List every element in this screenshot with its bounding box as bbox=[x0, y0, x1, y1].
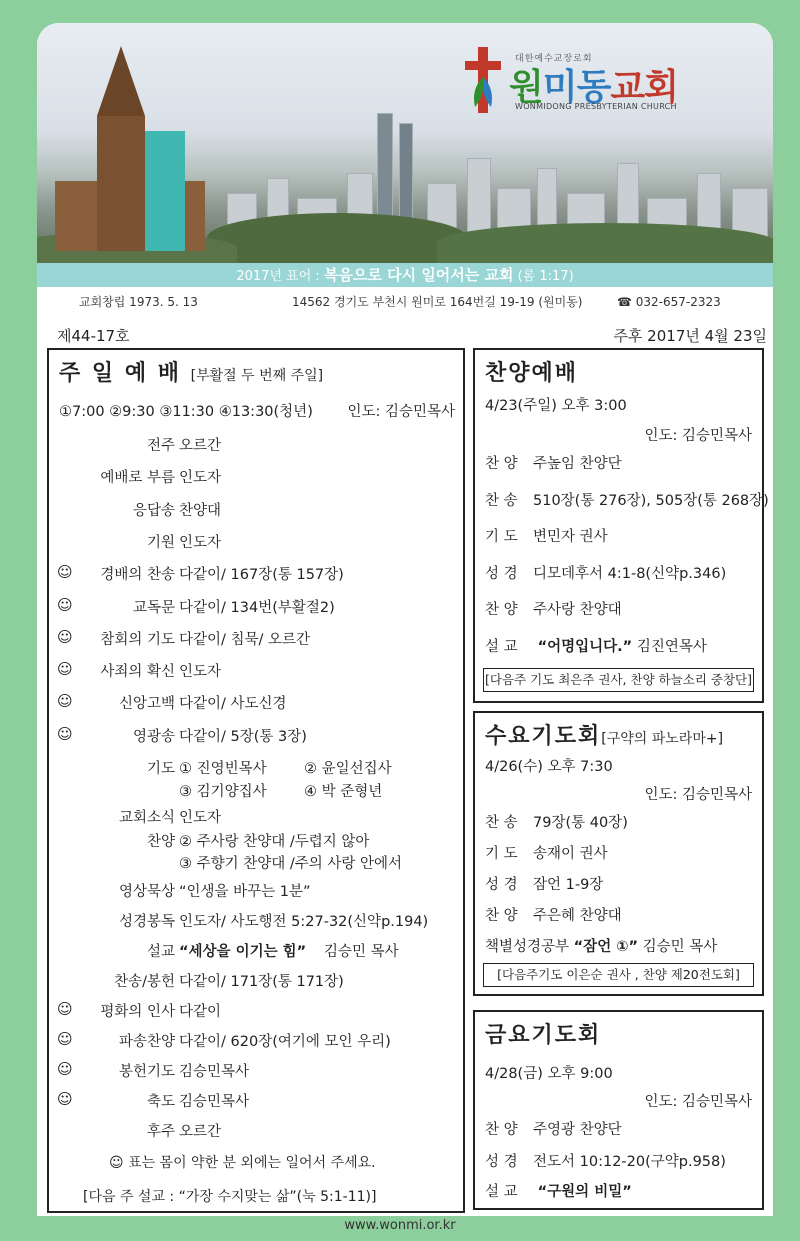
order-dedication bbox=[49, 1060, 463, 1090]
program-row bbox=[485, 842, 608, 863]
order-content: 다같이/ 5장(통 3장) bbox=[179, 728, 307, 745]
order-item bbox=[49, 434, 463, 464]
order-item bbox=[49, 660, 463, 690]
church-phone: ☎ 032-657-2323 bbox=[617, 295, 721, 309]
wednesday-prayer-box bbox=[473, 711, 764, 996]
order-label: 찬양 bbox=[146, 834, 175, 850]
program-label: 성 경 bbox=[485, 565, 518, 582]
order-content: 다같이 bbox=[179, 1004, 222, 1020]
program-value: 79장(통 40장) bbox=[533, 815, 628, 831]
order-reading bbox=[49, 910, 463, 940]
order-content: 다같이/ 167장(통 157장) bbox=[179, 567, 344, 584]
bulletin-date: 주후 2017년 4월 23일 bbox=[613, 327, 767, 345]
friday-leader: 인도: 김승민목사 bbox=[644, 1094, 752, 1110]
prayer-leader-3: ③ 김기양집사 bbox=[179, 784, 267, 800]
program-row bbox=[485, 452, 622, 473]
program-label: 성 경 bbox=[485, 1154, 518, 1170]
church-info bbox=[37, 287, 773, 317]
sunday-worship-box bbox=[47, 348, 465, 1213]
program-row bbox=[485, 489, 769, 510]
program-label: 기 도 bbox=[485, 529, 518, 545]
praise-worship-box bbox=[473, 348, 769, 703]
worship-title-text: 주 일 예 배 bbox=[59, 361, 181, 386]
program-value: 송재이 권사 bbox=[533, 846, 608, 862]
order-blessing bbox=[49, 1090, 463, 1120]
choir-2: ③ 주향기 찬양대 /주의 사랑 안에서 bbox=[179, 856, 403, 872]
wednesday-study bbox=[485, 935, 717, 956]
order-postlude bbox=[49, 1120, 463, 1150]
order-content: 인도자 bbox=[179, 664, 222, 681]
logo-char: 회 bbox=[644, 67, 678, 108]
order-label: 기원 bbox=[146, 534, 175, 551]
order-sermon bbox=[49, 940, 463, 970]
wednesday-leader: 인도: 김승민목사 bbox=[644, 787, 752, 803]
wednesday-subtitle: [구약의 파노라마+] bbox=[601, 731, 724, 747]
prayer-leader-2: ② 윤일선집사 bbox=[304, 761, 392, 777]
order-label: 기도 bbox=[146, 761, 175, 777]
program-row bbox=[485, 1150, 726, 1171]
worship-subtitle: [부활절 두 번째 주일] bbox=[190, 368, 324, 384]
church-logo bbox=[463, 45, 713, 117]
worship-title bbox=[59, 356, 323, 387]
smile-icon: ☺ bbox=[57, 595, 73, 614]
program-label: 찬 송 bbox=[485, 492, 518, 509]
prayer-leader-4: ④ 박 준형년 bbox=[304, 784, 383, 800]
praise-leader: 인도: 김승민목사 bbox=[644, 428, 752, 444]
order-label: 교독문 bbox=[132, 599, 175, 616]
program-row bbox=[485, 1118, 622, 1139]
program-value: 주영광 찬양단 bbox=[533, 1122, 622, 1138]
order-content: 다같이/ 사도신경 bbox=[179, 696, 287, 713]
logo-char: 원 bbox=[509, 67, 543, 108]
issue-number: 제44-17호 bbox=[57, 327, 130, 345]
program-row bbox=[485, 811, 628, 832]
order-content: 다같이/ 134번(부활절2) bbox=[179, 599, 335, 616]
order-sendoff bbox=[49, 1030, 463, 1060]
order-label: 예배로 부름 bbox=[100, 470, 175, 487]
order-item bbox=[49, 596, 463, 626]
program-label: 성 경 bbox=[485, 877, 518, 893]
program-value: 잠언 1-9장 bbox=[533, 877, 604, 893]
logo-denomination: 대한예수교장로회 bbox=[515, 54, 593, 64]
program-value: 주사랑 찬양대 bbox=[533, 602, 622, 618]
order-content: 오르간 bbox=[179, 438, 222, 454]
choir-1: ② 주사랑 찬양대 /두렵지 않아 bbox=[179, 834, 370, 850]
year-motto bbox=[37, 263, 773, 287]
friday-title: 금요기도회 bbox=[485, 1023, 602, 1048]
smile-icon: ☺ bbox=[57, 1030, 73, 1048]
smile-icon: ☺ bbox=[57, 1090, 73, 1108]
study-title: “잠언 ①” bbox=[573, 939, 639, 955]
order-content: “인생을 바꾸는 1분” bbox=[179, 884, 311, 900]
smile-icon: ☺ bbox=[57, 563, 73, 582]
order-content: 다같이/ 171장(통 171장) bbox=[179, 974, 344, 990]
smile-icon: ☺ bbox=[57, 660, 73, 679]
order-item bbox=[49, 563, 463, 593]
order-offering bbox=[49, 970, 463, 1000]
program-label: 책별성경공부 bbox=[485, 939, 570, 955]
program-row bbox=[485, 525, 608, 546]
order-content: 인도자/ 사도행전 5:27-32(신약p.194) bbox=[179, 914, 429, 930]
bulletin-page bbox=[37, 23, 773, 1216]
wednesday-next-week: [다음주기도 이은순 권사 , 찬양 제20전도회] bbox=[483, 963, 754, 987]
order-content: 인도자 bbox=[179, 810, 222, 826]
order-label: 응답송 bbox=[132, 502, 175, 519]
praise-title: 찬양예배 bbox=[485, 361, 579, 386]
motto-reference: (롬 1:17) bbox=[517, 269, 574, 284]
order-label: 후주 bbox=[146, 1124, 175, 1140]
church-tower bbox=[97, 116, 145, 251]
program-value: 전도서 10:12-20(구약p.958) bbox=[533, 1154, 726, 1170]
program-value: 디모데후서 4:1-8(신약p.346) bbox=[533, 565, 727, 582]
church-glass-wall bbox=[145, 131, 185, 251]
order-item bbox=[49, 499, 463, 529]
program-label: 설 교 bbox=[485, 639, 518, 655]
program-label: 찬 송 bbox=[485, 815, 518, 831]
order-content: 인도자 bbox=[179, 534, 222, 551]
order-label: 축도 bbox=[146, 1094, 175, 1110]
order-label: 평화의 인사 bbox=[100, 1004, 175, 1020]
smile-icon: ☺ bbox=[57, 1000, 73, 1018]
study-pastor: 김승민 목사 bbox=[642, 939, 718, 955]
order-content: 찬양대 bbox=[179, 502, 222, 519]
order-label: 영상묵상 bbox=[118, 884, 175, 900]
program-label: 찬 양 bbox=[485, 908, 518, 924]
logo-english-name: WONMIDONG PRESBYTERIAN CHURCH bbox=[515, 102, 677, 111]
order-item bbox=[49, 725, 463, 755]
order-label: 성경봉독 bbox=[118, 914, 175, 930]
smile-icon: ☺ bbox=[57, 1060, 73, 1078]
smile-icon: ☺ bbox=[57, 627, 73, 646]
praise-next-week: [다음주 기도 최은주 권사, 찬양 하늘소리 중창단] bbox=[483, 668, 754, 692]
header-photo bbox=[37, 23, 773, 263]
program-label: 찬 양 bbox=[485, 1122, 518, 1138]
logo-char: 미 bbox=[542, 67, 577, 108]
prayer-leader-1: ① 진영빈목사 bbox=[179, 761, 267, 777]
order-item bbox=[49, 692, 463, 722]
wednesday-datetime: 4/26(수) 오후 7:30 bbox=[485, 759, 613, 775]
program-row bbox=[485, 598, 622, 619]
order-label: 봉헌기도 bbox=[118, 1064, 175, 1080]
order-item bbox=[49, 466, 463, 496]
website-url: www.wonmi.or.kr bbox=[344, 1218, 456, 1233]
order-choir-2 bbox=[49, 852, 463, 882]
order-content: 다같이/ 620장(여기에 모인 우리) bbox=[179, 1034, 391, 1050]
church-address: 14562 경기도 부천시 원미로 164번길 19-19 (원미동) bbox=[292, 295, 583, 309]
program-row bbox=[485, 562, 726, 583]
friday-sermon-title: “구원의 비밀” bbox=[537, 1184, 632, 1200]
program-label: 설 교 bbox=[485, 1184, 518, 1200]
order-label: 경배의 찬송 bbox=[100, 567, 175, 584]
logo-char: 교 bbox=[610, 67, 645, 108]
motto-prefix: 2017년 표어 : bbox=[236, 269, 320, 284]
program-label: 찬 양 bbox=[485, 456, 518, 472]
program-row bbox=[485, 873, 603, 894]
praise-sermon bbox=[485, 635, 707, 656]
praise-datetime: 4/23(주일) 오후 3:00 bbox=[485, 398, 627, 414]
praise-sermon-title: “어명입니다.” bbox=[537, 639, 633, 655]
sermon-pastor: 김승민 목사 bbox=[324, 944, 399, 960]
friday-sermon bbox=[485, 1180, 632, 1201]
order-video bbox=[49, 880, 463, 910]
program-label: 기 도 bbox=[485, 846, 518, 862]
cross-logo-icon bbox=[463, 47, 503, 113]
program-row bbox=[485, 904, 622, 925]
program-value: 주높임 찬양단 bbox=[533, 456, 622, 472]
order-label: 찬송/봉헌 bbox=[114, 974, 175, 990]
praise-sermon-pastor: 김진연목사 bbox=[636, 639, 707, 655]
order-label: 영광송 bbox=[132, 728, 175, 745]
order-label: 사죄의 확신 bbox=[100, 664, 175, 681]
service-times: ①7:00 ②9:30 ③11:30 ④13:30(청년) bbox=[59, 404, 313, 420]
friday-datetime: 4/28(금) 오후 9:00 bbox=[485, 1066, 613, 1082]
order-content: 다같이/ 침묵/ 오르간 bbox=[179, 631, 311, 648]
order-content: 인도자 bbox=[179, 470, 222, 487]
smile-icon: ☺ bbox=[57, 724, 73, 743]
motto-main: 복음으로 다시 일어서는 교회 bbox=[323, 266, 514, 284]
standing-note: ☺ 표는 몸이 약한 분 외에는 일어서 주세요. bbox=[109, 1155, 376, 1171]
worship-leader: 인도: 김승민목사 bbox=[347, 404, 455, 420]
order-item bbox=[49, 628, 463, 658]
founding-date: 교회창립 1973. 5. 13 bbox=[79, 295, 198, 309]
program-value: 변민자 권사 bbox=[533, 529, 608, 545]
next-sermon: [다음 주 설교 : “가장 수지맞는 삶”(눅 5:1-11)] bbox=[83, 1189, 377, 1205]
order-label: 파송찬양 bbox=[118, 1034, 175, 1050]
church-spire bbox=[97, 46, 145, 116]
order-peace bbox=[49, 1000, 463, 1030]
wednesday-title-text: 수요기도회 bbox=[485, 724, 602, 749]
friday-prayer-box bbox=[473, 1010, 764, 1210]
order-label: 전주 bbox=[146, 438, 175, 454]
order-content: 김승민목사 bbox=[179, 1094, 250, 1110]
order-label: 참회의 기도 bbox=[100, 631, 175, 648]
logo-char: 동 bbox=[576, 67, 611, 108]
order-item bbox=[49, 531, 463, 561]
order-label: 설교 bbox=[146, 944, 175, 960]
wednesday-title bbox=[485, 719, 723, 750]
program-value: 510장(통 276장), 505장(통 268장) bbox=[533, 492, 769, 509]
smile-icon: ☺ bbox=[57, 692, 73, 711]
order-label: 신앙고백 bbox=[118, 696, 175, 713]
order-content: 김승민목사 bbox=[179, 1064, 250, 1080]
program-label: 찬 양 bbox=[485, 602, 518, 618]
order-content: 오르간 bbox=[179, 1124, 222, 1140]
order-label: 교회소식 bbox=[118, 810, 175, 826]
sermon-title: “세상을 이기는 힘” bbox=[179, 944, 307, 960]
program-value: 주은혜 찬양대 bbox=[533, 908, 622, 924]
